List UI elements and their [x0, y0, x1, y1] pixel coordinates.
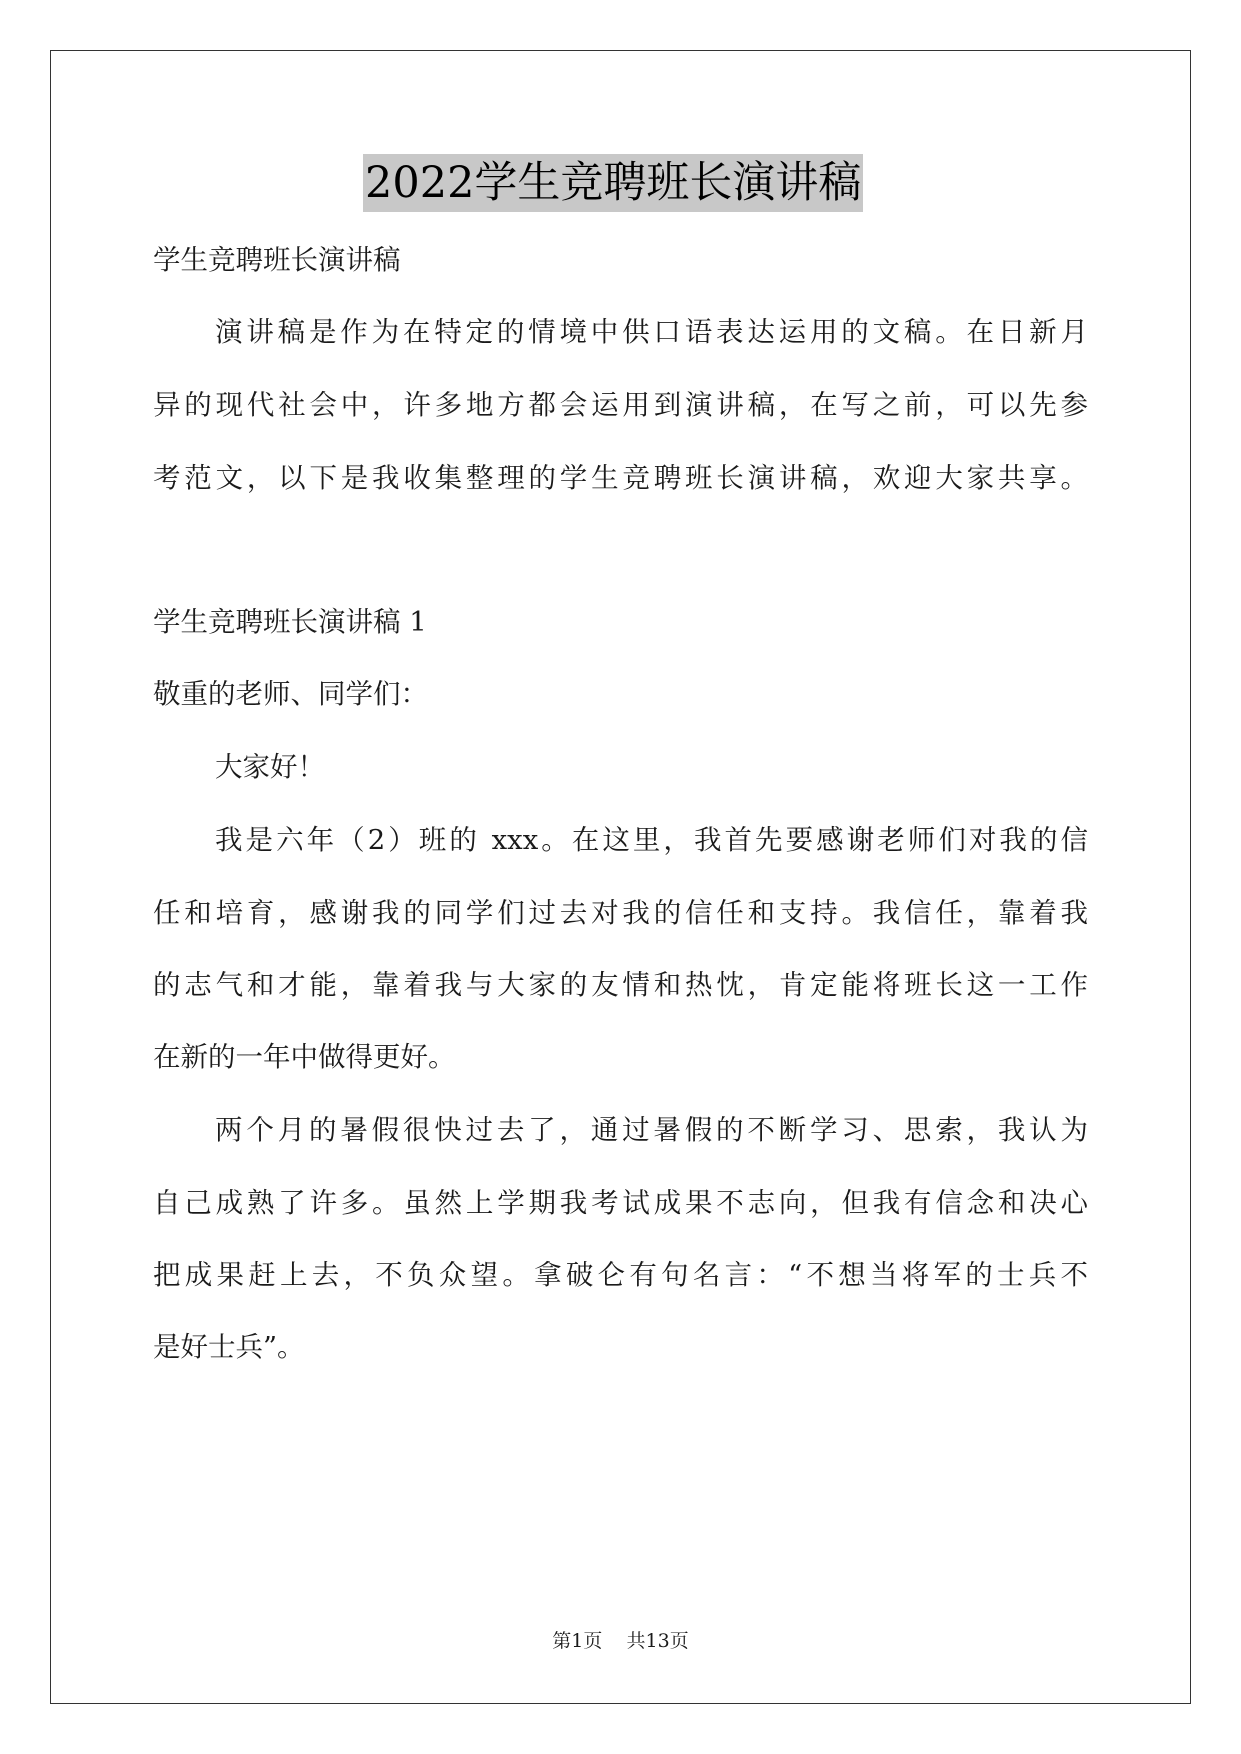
greeting: 大家好！ [215, 751, 325, 783]
paragraph-line: 任和培育，感谢我的同学们过去对我的信任和支持。我信任，靠着我 [153, 897, 1088, 929]
paragraph-line: 是好士兵”。 [153, 1331, 305, 1363]
intro-line: 异的现代社会中，许多地方都会运用到演讲稿，在写之前，可以先参 [153, 389, 1088, 421]
document-title: 2022学生竞聘班长演讲稿 [363, 154, 863, 212]
page-border [50, 50, 1191, 1704]
salutation: 敬重的老师、同学们： [153, 678, 428, 710]
paragraph-line: 我是六年（2）班的 xxx。在这里，我首先要感谢老师们对我的信 [215, 824, 1088, 856]
paragraph-line: 两个月的暑假很快过去了，通过暑假的不断学习、思索，我认为 [215, 1114, 1088, 1146]
paragraph-line: 把成果赶上去，不负众望。拿破仑有句名言：“不想当将军的士兵不 [153, 1259, 1088, 1291]
paragraph-line: 在新的一年中做得更好。 [153, 1041, 456, 1073]
subtitle: 学生竞聘班长演讲稿 [153, 244, 401, 276]
paragraph-line: 自己成熟了许多。虽然上学期我考试成果不志向，但我有信念和决心 [153, 1187, 1088, 1219]
intro-line: 演讲稿是作为在特定的情境中供口语表达运用的文稿。在日新月 [215, 316, 1088, 348]
intro-line: 考范文，以下是我收集整理的学生竞聘班长演讲稿，欢迎大家共享。 [153, 462, 1088, 494]
section-heading: 学生竞聘班长演讲稿 1 [153, 606, 427, 638]
paragraph-line: 的志气和才能，靠着我与大家的友情和热忱，肯定能将班长这一工作 [153, 969, 1088, 1001]
page-footer: 第1页 共13页 [552, 1630, 689, 1652]
